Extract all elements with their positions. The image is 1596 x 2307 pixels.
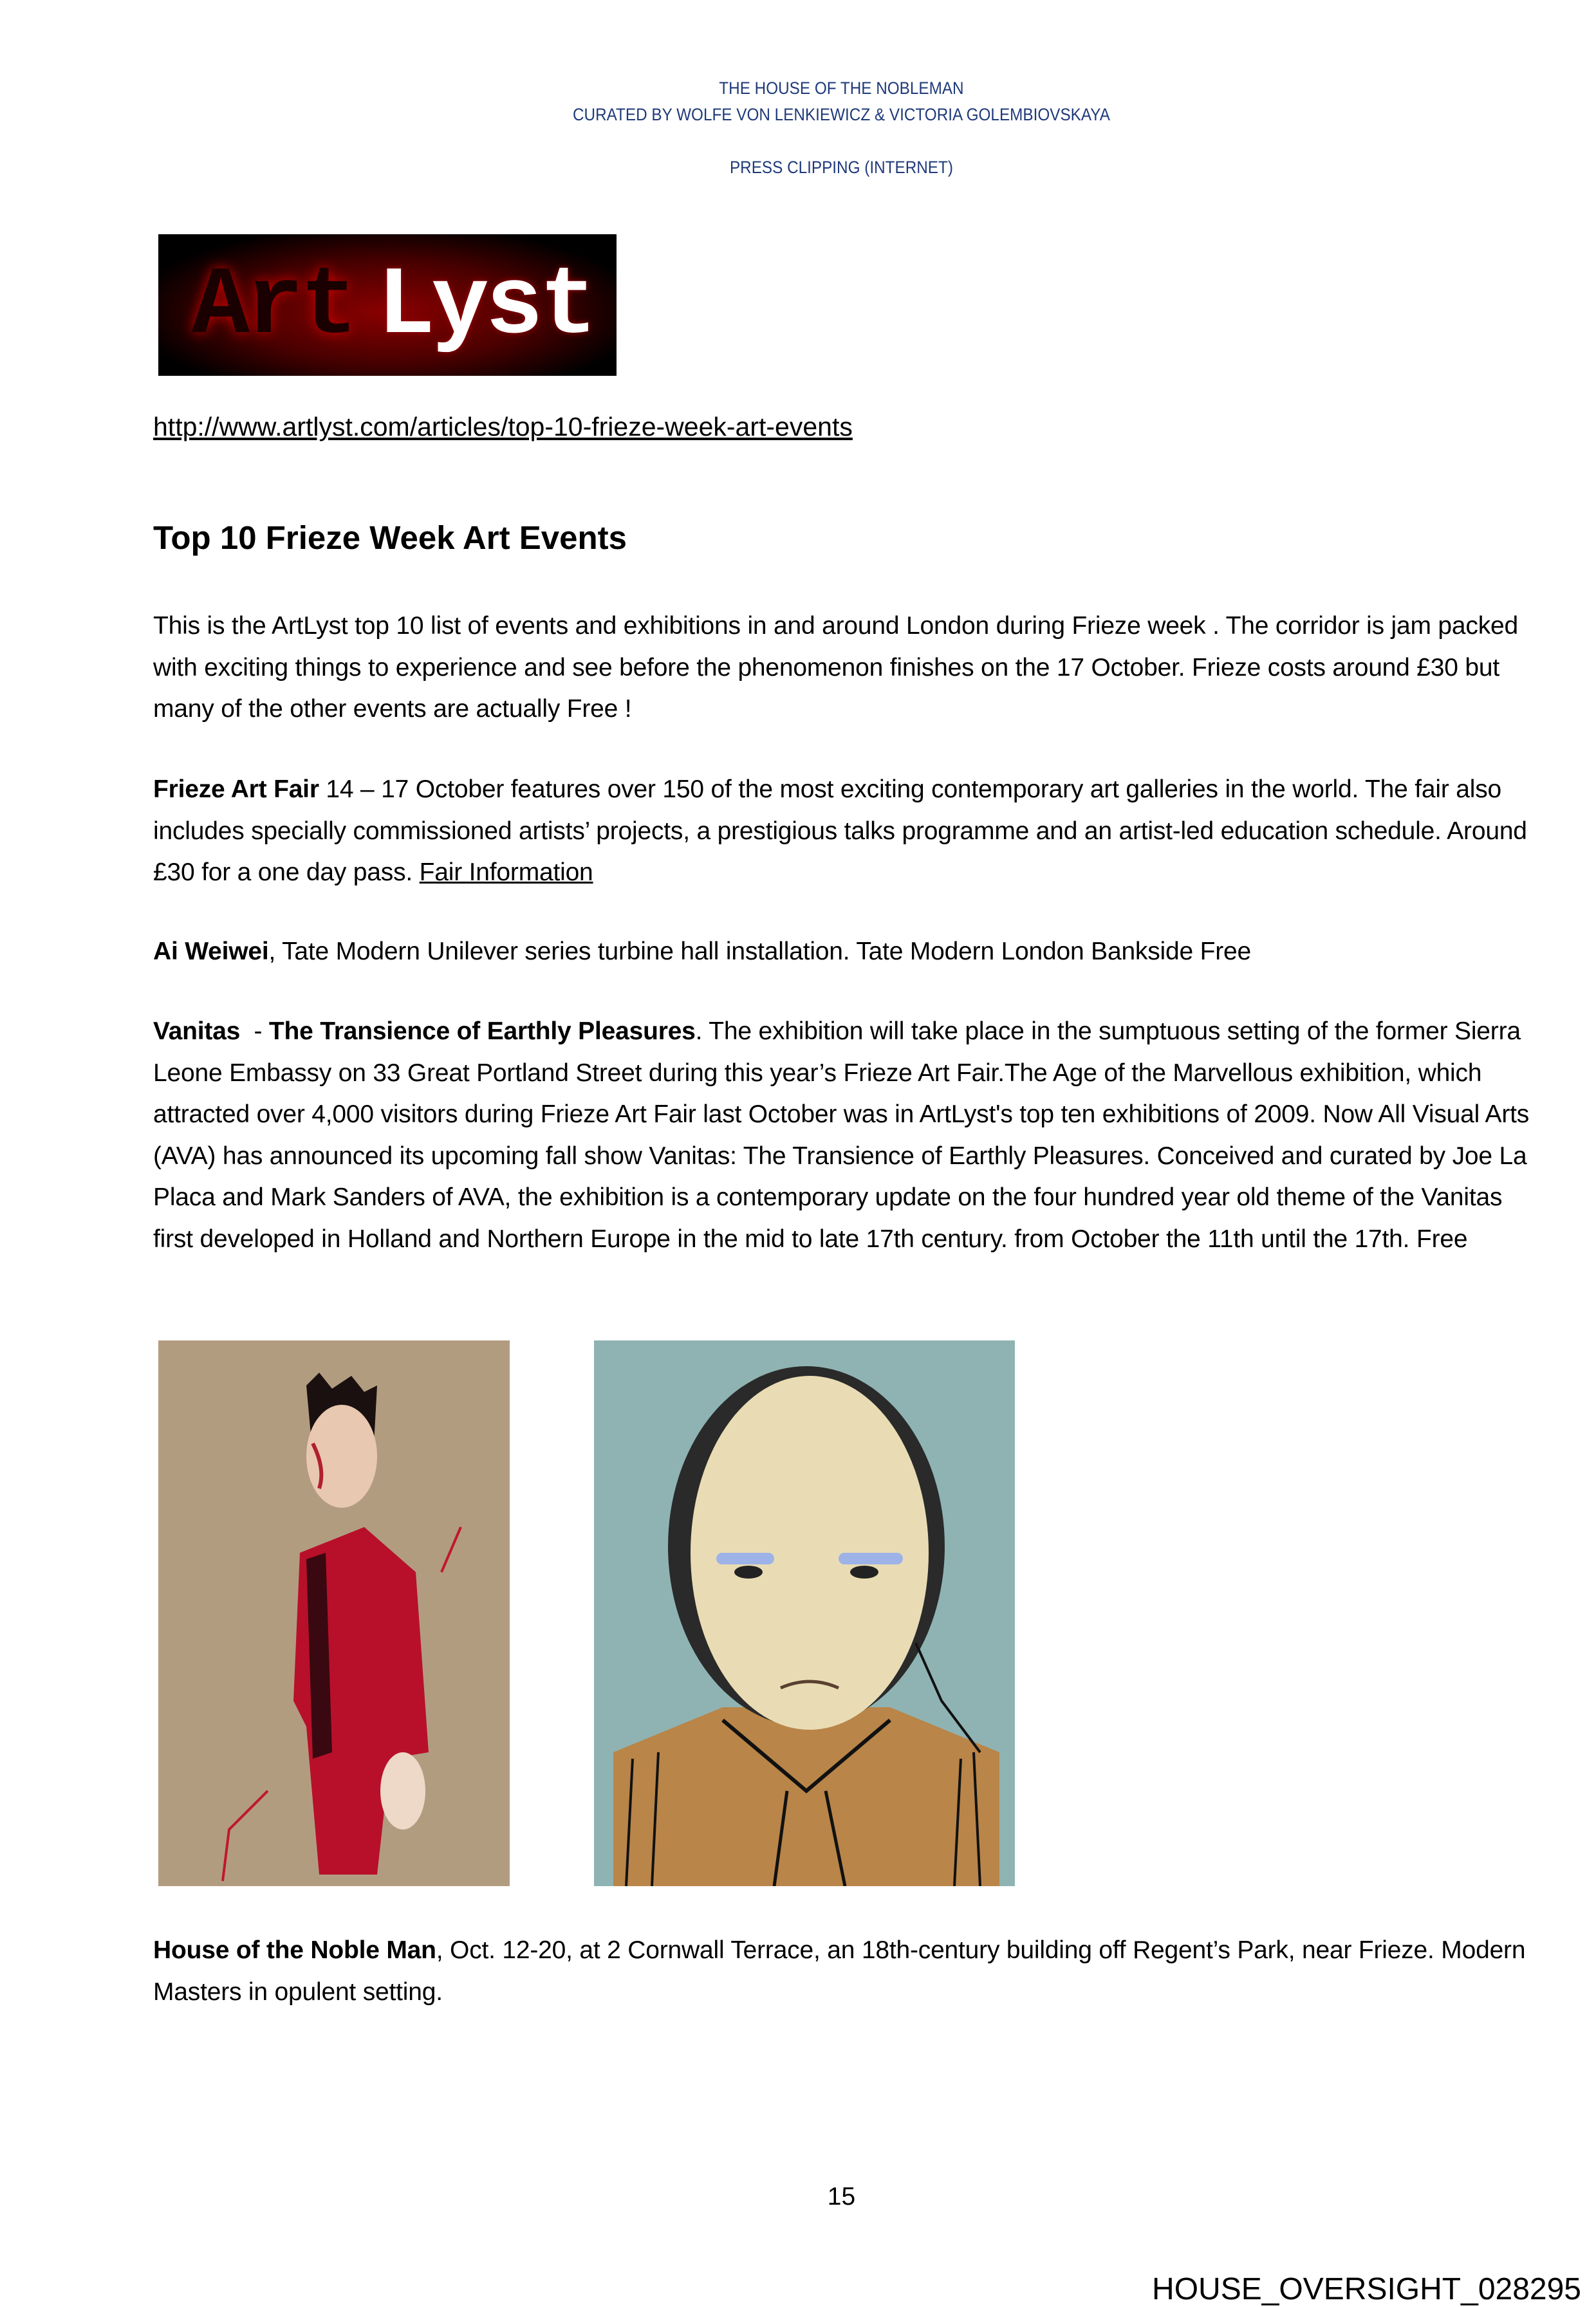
header-title: THE HOUSE OF THE NOBLEMAN xyxy=(719,79,964,98)
ai-weiwei-text: , Tate Modern Unilever series turbine hall installation. Tate Modern London Bankside Free xyxy=(268,938,1252,965)
intro-text: This is the ArtLyst top 10 list of events and exhibitions in and around London during Frieze week . The corridor is jam packed with exciting things to experience and see before the phenomenon finishes on the 17 October. Frieze costs around £30 but many of the other events are actually Free ! xyxy=(153,612,1518,723)
red-suit-figure-illustration xyxy=(158,1340,510,1886)
portrait-illustration xyxy=(594,1340,1015,1886)
header-curators: CURATED BY WOLFE VON LENKIEWICZ & VICTORIA GOLEMBIOVSKAYA xyxy=(572,105,1110,124)
intro-paragraph xyxy=(153,606,1543,730)
page-number: 15 xyxy=(827,2183,856,2210)
bates-number: HOUSE_OVERSIGHT_028295 xyxy=(1152,2272,1581,2306)
vanitas-paragraph xyxy=(153,1011,1543,1260)
frieze-heading: Frieze Art Fair xyxy=(153,775,319,803)
vanitas-heading: Vanitas xyxy=(153,1017,241,1045)
house-of-noble-man-paragraph xyxy=(153,1930,1543,2013)
ai-weiwei-paragraph xyxy=(153,931,1543,973)
frieze-text: 14 – 17 October features over 150 of the most exciting contemporary art galleries in the world. The fair also includes specially commissioned artists’ projects, a prestigious talks programme and an artist-led education schedule. Around £30 for a one day pass. xyxy=(153,775,1527,886)
house-text: , Oct. 12-20, at 2 Cornwall Terrace, an 18th-century building off Regent’s Park, near Frieze. Modern Masters in opulent setting. xyxy=(153,1936,1526,2006)
painting-red-suit-figure xyxy=(158,1340,510,1886)
fair-information-link[interactable]: Fair Information xyxy=(419,858,593,886)
article-title: Top 10 Frieze Week Art Events xyxy=(153,519,627,556)
vanitas-text: . The exhibition will take place in the sumptuous setting of the former Sierra Leone Embassy on 33 Great Portland Street during this year’s Frieze Art Fair.The Age of the Marvellous exhibition, which attracted over 4,000 visitors during Frieze Art Fair last October was in ArtLyst's top ten exhibitions of 2009. Now All Visual Arts (AVA) has announced its upcoming fall show Vanitas: The Transience of Earthly Pleasures. Conceived and curated by Joe La Placa and Mark Sanders of AVA, the exhibition is a contemporary update on the four hundred year old theme of the Vanitas first developed in Holland and Northern Europe in the mid to late 17th century. from October the 11th until the 17th. Free xyxy=(153,1017,1530,1253)
separator: - xyxy=(240,1017,269,1045)
logo-art: Art xyxy=(192,252,355,362)
vanitas-subtitle: The Transience of Earthly Pleasures xyxy=(268,1017,696,1045)
header-press-clipping: PRESS CLIPPING (INTERNET) xyxy=(729,158,953,177)
artlyst-logo xyxy=(158,234,617,376)
ai-weiwei-heading: Ai Weiwei xyxy=(153,938,269,965)
article-url-link[interactable]: http://www.artlyst.com/articles/top-10-frieze-week-art-events xyxy=(153,412,853,441)
logo-lyst: Lyst xyxy=(377,252,594,362)
frieze-paragraph xyxy=(153,769,1543,894)
house-heading: House of the Noble Man xyxy=(153,1936,436,1964)
painting-portrait-man xyxy=(594,1340,1015,1886)
